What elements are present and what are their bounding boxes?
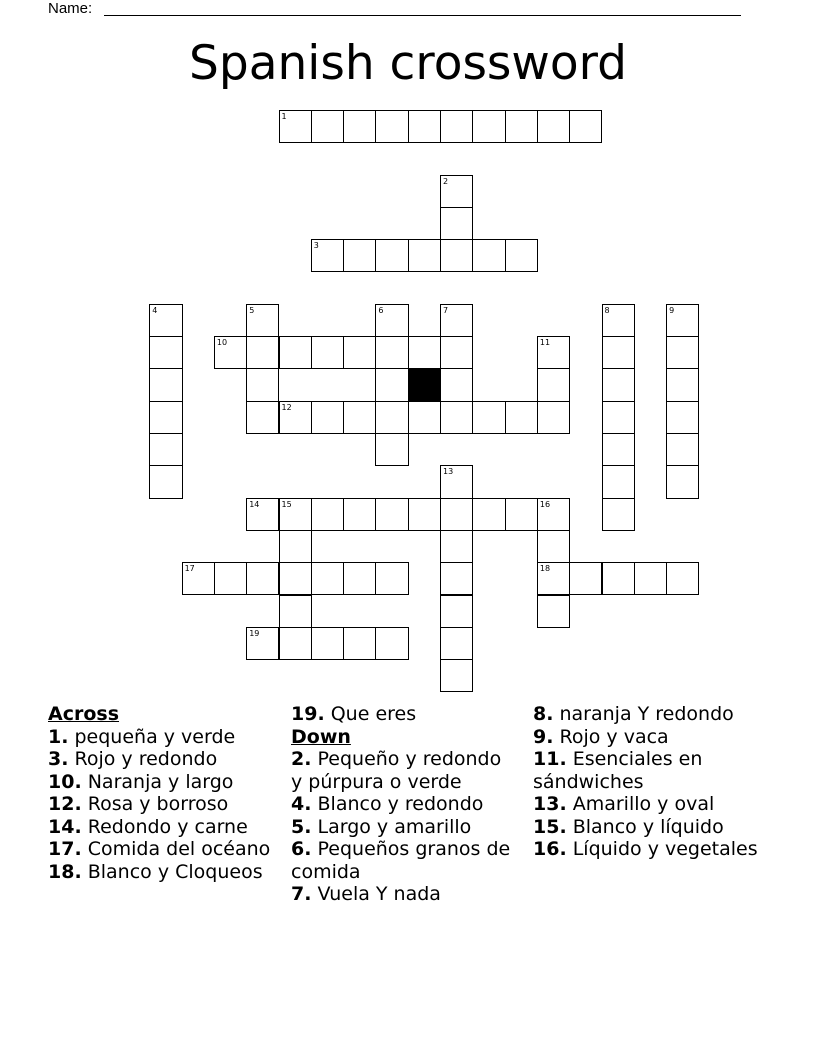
grid-cell[interactable] bbox=[666, 336, 699, 369]
clue-number: 18. bbox=[48, 860, 82, 883]
grid-cell[interactable] bbox=[602, 465, 635, 498]
grid-cell[interactable] bbox=[311, 498, 344, 531]
grid-cell[interactable] bbox=[537, 110, 570, 143]
grid-cell[interactable] bbox=[472, 401, 505, 434]
grid-cell[interactable] bbox=[602, 401, 635, 434]
clue-number: 3. bbox=[48, 748, 69, 770]
clue-down-9 bbox=[533, 726, 758, 749]
clue-text: Comida del océano bbox=[87, 838, 271, 860]
grid-cell[interactable] bbox=[375, 336, 408, 369]
clue-text: Pequeños granos de comida bbox=[291, 838, 511, 883]
grid-cell[interactable] bbox=[375, 239, 408, 272]
clue-down-5 bbox=[291, 816, 516, 839]
grid-cell[interactable] bbox=[246, 562, 279, 595]
grid-cell[interactable] bbox=[408, 110, 441, 143]
clue-text: Que eres bbox=[330, 703, 417, 725]
grid-cell-6[interactable] bbox=[375, 304, 408, 337]
grid-cell[interactable] bbox=[375, 110, 408, 143]
grid-cell[interactable] bbox=[472, 110, 505, 143]
name-label: Name: bbox=[48, 0, 93, 17]
grid-cell-18[interactable] bbox=[537, 562, 570, 595]
grid-cell[interactable] bbox=[440, 239, 473, 272]
grid-cell[interactable] bbox=[602, 368, 635, 401]
clue-number-label: 6 bbox=[378, 305, 384, 315]
grid-cell[interactable] bbox=[537, 595, 570, 628]
grid-cell[interactable] bbox=[440, 207, 473, 240]
clue-number: 11. bbox=[533, 748, 567, 770]
grid-cell-19[interactable] bbox=[246, 627, 279, 660]
grid-cell[interactable] bbox=[602, 336, 635, 369]
clue-number: 6. bbox=[291, 838, 312, 860]
clue-number: 19. bbox=[291, 703, 325, 725]
grid-cell[interactable] bbox=[279, 530, 312, 563]
clue-number: 7. bbox=[291, 883, 312, 905]
grid-cell[interactable] bbox=[149, 465, 182, 498]
grid-cell-14[interactable] bbox=[246, 498, 279, 531]
clue-text: naranja Y redondo bbox=[559, 703, 734, 725]
grid-cell[interactable] bbox=[537, 401, 570, 434]
grid-cell[interactable] bbox=[505, 239, 538, 272]
grid-cell[interactable] bbox=[375, 627, 408, 660]
clue-text: Líquido y vegetales bbox=[572, 838, 758, 860]
clue-across-17 bbox=[48, 838, 273, 861]
grid-cell[interactable] bbox=[246, 368, 279, 401]
grid-cell[interactable] bbox=[440, 595, 473, 628]
grid-cell[interactable] bbox=[246, 336, 279, 369]
clue-number-label: 16 bbox=[539, 499, 551, 509]
clue-across-19 bbox=[291, 703, 516, 726]
clue-text: Rosa y borroso bbox=[87, 793, 229, 815]
grid-cell-12[interactable] bbox=[279, 401, 312, 434]
clue-number-label: 2 bbox=[443, 176, 449, 186]
clue-down-2 bbox=[291, 748, 516, 793]
grid-cell[interactable] bbox=[505, 110, 538, 143]
clue-text: Redondo y carne bbox=[87, 815, 248, 838]
clue-down-11 bbox=[533, 748, 758, 793]
grid-cell[interactable] bbox=[375, 401, 408, 434]
grid-cell[interactable] bbox=[440, 401, 473, 434]
clue-across-1 bbox=[48, 726, 273, 749]
clue-down-8 bbox=[533, 703, 758, 726]
clue-down-16 bbox=[533, 838, 758, 861]
clue-across-18 bbox=[48, 861, 273, 884]
clue-number-label: 8 bbox=[604, 305, 610, 315]
clue-number-label: 12 bbox=[281, 402, 292, 412]
page-title: Spanish crossword bbox=[189, 36, 627, 91]
grid-cell[interactable] bbox=[279, 627, 312, 660]
clue-number-label: 11 bbox=[539, 338, 551, 348]
grid-cell-5[interactable] bbox=[246, 304, 279, 337]
grid-cell[interactable] bbox=[440, 530, 473, 563]
grid-cell[interactable] bbox=[279, 562, 312, 595]
clue-number-label: 13 bbox=[443, 467, 454, 477]
grid-cell[interactable] bbox=[279, 595, 312, 628]
grid-cell-13[interactable] bbox=[440, 465, 473, 498]
grid-cell[interactable] bbox=[440, 498, 473, 531]
grid-cell[interactable] bbox=[505, 498, 538, 531]
grid-cell[interactable] bbox=[343, 110, 376, 143]
clue-number: 15. bbox=[533, 815, 567, 838]
grid-cell[interactable] bbox=[343, 498, 376, 531]
clue-number-label: 7 bbox=[443, 305, 449, 315]
clue-text: Blanco y redondo bbox=[317, 793, 484, 815]
grid-cell[interactable] bbox=[569, 562, 602, 595]
grid-cell[interactable] bbox=[440, 659, 473, 692]
clue-across-10 bbox=[48, 771, 273, 794]
clue-text: Pequeño y redondo y púrpura o verde bbox=[291, 748, 502, 793]
clue-column-1 bbox=[48, 703, 273, 883]
clue-down-13 bbox=[533, 793, 758, 816]
clue-number-label: 3 bbox=[313, 241, 319, 251]
clue-text: Rojo y redondo bbox=[74, 748, 218, 770]
clue-number-label: 19 bbox=[249, 628, 260, 638]
grid-cell[interactable] bbox=[602, 562, 635, 595]
grid-cell[interactable] bbox=[343, 627, 376, 660]
grid-cell[interactable] bbox=[408, 401, 441, 434]
clue-number-label: 14 bbox=[249, 499, 260, 509]
grid-cell-16[interactable] bbox=[537, 498, 570, 531]
grid-cell[interactable] bbox=[343, 336, 376, 369]
clue-down-15 bbox=[533, 816, 758, 839]
clue-column-2 bbox=[291, 703, 516, 906]
clue-across-12 bbox=[48, 793, 273, 816]
grid-cell[interactable] bbox=[440, 110, 473, 143]
grid-cell[interactable] bbox=[408, 239, 441, 272]
down-heading: Down bbox=[291, 725, 351, 748]
grid-cell-2[interactable] bbox=[440, 175, 473, 208]
clue-number: 12. bbox=[48, 793, 82, 815]
grid-cell[interactable] bbox=[311, 562, 344, 595]
clue-text: Largo y amarillo bbox=[317, 815, 472, 838]
clue-number: 9. bbox=[533, 725, 554, 748]
grid-cell[interactable] bbox=[602, 433, 635, 466]
grid-cell[interactable] bbox=[149, 401, 182, 434]
across-heading: Across bbox=[48, 703, 120, 725]
grid-cell[interactable] bbox=[279, 336, 312, 369]
clue-number-label: 5 bbox=[249, 305, 255, 315]
clue-number-label: 17 bbox=[184, 564, 195, 574]
grid-cell-9[interactable] bbox=[666, 304, 699, 337]
grid-cell[interactable] bbox=[666, 465, 699, 498]
grid-cell[interactable] bbox=[375, 433, 408, 466]
clue-text: Naranja y largo bbox=[87, 770, 234, 793]
grid-cell[interactable] bbox=[246, 401, 279, 434]
grid-cell[interactable] bbox=[343, 562, 376, 595]
grid-cell[interactable] bbox=[666, 433, 699, 466]
clue-down-4 bbox=[291, 793, 516, 816]
clue-number-label: 15 bbox=[281, 499, 292, 509]
clue-number-label: 4 bbox=[152, 305, 158, 315]
grid-cell[interactable] bbox=[311, 110, 344, 143]
grid-cell[interactable] bbox=[343, 401, 376, 434]
grid-cell-10[interactable] bbox=[214, 336, 247, 369]
clue-number-label: 9 bbox=[669, 305, 675, 315]
grid-cell[interactable] bbox=[666, 562, 699, 595]
grid-cell[interactable] bbox=[440, 562, 473, 595]
grid-cell[interactable] bbox=[149, 336, 182, 369]
clue-number: 17. bbox=[48, 838, 82, 860]
grid-cell[interactable] bbox=[149, 433, 182, 466]
grid-cell[interactable] bbox=[602, 498, 635, 531]
grid-cell[interactable] bbox=[343, 239, 376, 272]
grid-cell[interactable] bbox=[311, 401, 344, 434]
clue-text: Amarillo y oval bbox=[572, 793, 715, 815]
clue-number: 2. bbox=[291, 748, 312, 770]
black-cell bbox=[408, 368, 441, 401]
grid-cell[interactable] bbox=[634, 562, 667, 595]
grid-cell[interactable] bbox=[375, 498, 408, 531]
grid-cell[interactable] bbox=[440, 627, 473, 660]
grid-cell-8[interactable] bbox=[602, 304, 635, 337]
clue-text: pequeña y verde bbox=[74, 725, 236, 748]
clue-text: Blanco y líquido bbox=[572, 815, 724, 838]
grid-cell[interactable] bbox=[375, 562, 408, 595]
clue-number: 1. bbox=[48, 725, 69, 748]
grid-cell[interactable] bbox=[537, 368, 570, 401]
clue-text: Rojo y vaca bbox=[559, 725, 669, 748]
grid-cell[interactable] bbox=[440, 336, 473, 369]
clue-across-3 bbox=[48, 748, 273, 771]
grid-cell-11[interactable] bbox=[537, 336, 570, 369]
clue-text: Vuela Y nada bbox=[317, 883, 441, 905]
grid-cell[interactable] bbox=[311, 336, 344, 369]
grid-cell[interactable] bbox=[149, 368, 182, 401]
grid-cell[interactable] bbox=[214, 562, 247, 595]
grid-cell[interactable] bbox=[440, 368, 473, 401]
grid-cell[interactable] bbox=[666, 401, 699, 434]
grid-cell[interactable] bbox=[408, 336, 441, 369]
clue-across-14 bbox=[48, 816, 273, 839]
grid-cell[interactable] bbox=[311, 627, 344, 660]
grid-cell[interactable] bbox=[472, 498, 505, 531]
clue-number: 4. bbox=[291, 793, 312, 815]
grid-cell[interactable] bbox=[537, 530, 570, 563]
clue-column-3 bbox=[533, 703, 758, 861]
clue-number: 16. bbox=[533, 838, 567, 860]
grid-cell[interactable] bbox=[375, 368, 408, 401]
clue-number: 13. bbox=[533, 793, 567, 815]
clue-text: Esenciales en sándwiches bbox=[533, 748, 703, 793]
clue-number-label: 1 bbox=[281, 112, 287, 121]
grid-cell-7[interactable] bbox=[440, 304, 473, 337]
grid-cell-1[interactable] bbox=[279, 110, 312, 143]
grid-cell[interactable] bbox=[472, 239, 505, 272]
clue-number-label: 18 bbox=[539, 564, 551, 574]
clue-down-7 bbox=[291, 883, 516, 906]
clue-number: 14. bbox=[48, 815, 82, 838]
grid-cell[interactable] bbox=[666, 368, 699, 401]
clue-down-6 bbox=[291, 838, 516, 883]
clue-number: 8. bbox=[533, 703, 554, 725]
clue-number-label: 10 bbox=[216, 338, 228, 348]
grid-cell-15[interactable] bbox=[279, 498, 312, 531]
clue-number: 5. bbox=[291, 815, 312, 838]
grid-cell[interactable] bbox=[505, 401, 538, 434]
grid-cell-3[interactable] bbox=[311, 239, 344, 272]
grid-cell-17[interactable] bbox=[182, 562, 215, 595]
grid-cell-4[interactable] bbox=[149, 304, 182, 337]
grid-cell[interactable] bbox=[569, 110, 602, 143]
grid-cell[interactable] bbox=[408, 498, 441, 531]
clue-text: Blanco y Cloqueos bbox=[87, 860, 263, 883]
clue-number: 10. bbox=[48, 770, 82, 793]
